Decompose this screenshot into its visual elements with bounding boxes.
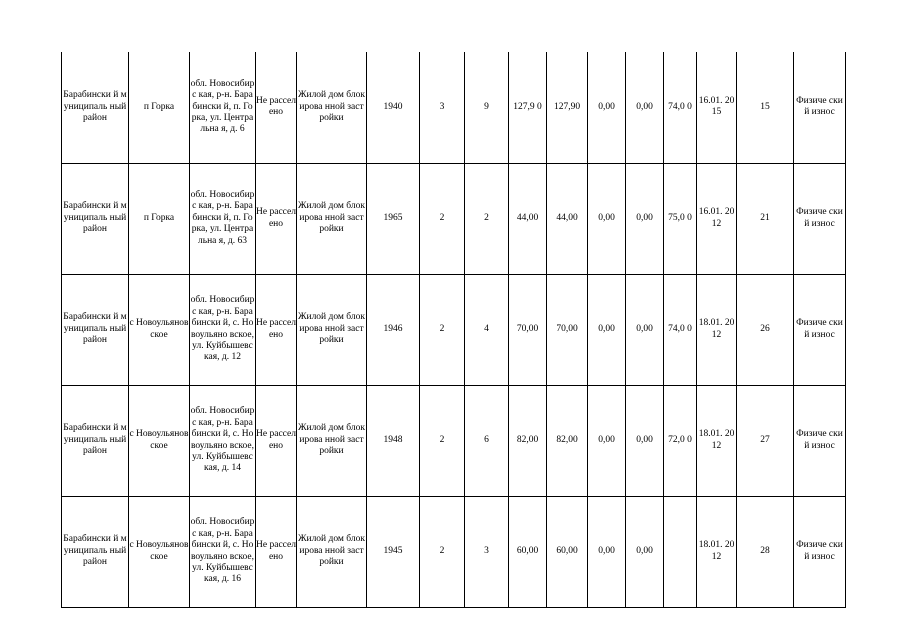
address-cell: обл. Новосибирс кая, р-н. Барабински й, п. Горка, ул. Центральна я, д. 6 xyxy=(190,52,256,163)
document-number-cell: 28 xyxy=(737,496,794,607)
date-cell: 16.01. 2015 xyxy=(697,52,737,163)
district-cell: Барабински й муниципаль ный район xyxy=(62,52,129,163)
building-type-cell: Жилой дом блокирова нной застройки xyxy=(297,385,367,496)
area-cell-2: 44,00 xyxy=(547,163,588,274)
year-cell: 1945 xyxy=(367,496,420,607)
area-cell-1: 70,00 xyxy=(509,274,547,385)
reason-cell: Физиче ский износ xyxy=(794,274,846,385)
wear-percent-cell: 75,0 0 xyxy=(664,163,697,274)
count-cell-1: 2 xyxy=(420,496,465,607)
settlement-cell: п Горка xyxy=(129,163,190,274)
area-cell-2: 82,00 xyxy=(547,385,588,496)
table-row xyxy=(62,52,846,163)
housing-table xyxy=(61,52,846,608)
area-cell-4: 0,00 xyxy=(626,496,664,607)
area-cell-4: 0,00 xyxy=(626,52,664,163)
year-cell: 1940 xyxy=(367,52,420,163)
wear-percent-cell xyxy=(664,496,697,607)
area-cell-2: 70,00 xyxy=(547,274,588,385)
district-cell: Барабински й муниципаль ный район xyxy=(62,274,129,385)
building-type-cell: Жилой дом блокирова нной застройки xyxy=(297,52,367,163)
table-row xyxy=(62,274,846,385)
area-cell-1: 127,9 0 xyxy=(509,52,547,163)
document-number-cell: 21 xyxy=(737,163,794,274)
count-cell-2: 6 xyxy=(465,385,509,496)
area-cell-3: 0,00 xyxy=(588,52,626,163)
address-cell: обл. Новосибирс кая, р-н. Барабински й, с. Новоульяно вское, ул. Куйбышевс кая, д. 16 xyxy=(190,496,256,607)
district-cell: Барабински й муниципаль ный район xyxy=(62,385,129,496)
document-number-cell: 15 xyxy=(737,52,794,163)
wear-percent-cell: 72,0 0 xyxy=(664,385,697,496)
building-type-cell: Жилой дом блокирова нной застройки xyxy=(297,496,367,607)
count-cell-2: 2 xyxy=(465,163,509,274)
count-cell-2: 4 xyxy=(465,274,509,385)
area-cell-1: 44,00 xyxy=(509,163,547,274)
building-type-cell: Жилой дом блокирова нной застройки xyxy=(297,163,367,274)
area-cell-4: 0,00 xyxy=(626,385,664,496)
year-cell: 1965 xyxy=(367,163,420,274)
count-cell-1: 2 xyxy=(420,385,465,496)
reason-cell: Физиче ский износ xyxy=(794,52,846,163)
status-cell: Не рассел ено xyxy=(256,163,297,274)
reason-cell: Физиче ский износ xyxy=(794,496,846,607)
area-cell-1: 82,00 xyxy=(509,385,547,496)
area-cell-2: 60,00 xyxy=(547,496,588,607)
wear-percent-cell: 74,0 0 xyxy=(664,274,697,385)
status-cell: Не рассел ено xyxy=(256,274,297,385)
settlement-cell: с Новоульяновское xyxy=(129,496,190,607)
status-cell: Не рассел ено xyxy=(256,52,297,163)
date-cell: 16.01. 2012 xyxy=(697,163,737,274)
area-cell-3: 0,00 xyxy=(588,385,626,496)
reason-cell: Физиче ский износ xyxy=(794,385,846,496)
count-cell-1: 2 xyxy=(420,274,465,385)
address-cell: обл. Новосибирс кая, р-н. Барабински й, с. Новоульяно вское, ул. Куйбышевс кая, д. 12 xyxy=(190,274,256,385)
count-cell-2: 3 xyxy=(465,496,509,607)
area-cell-2: 127,90 xyxy=(547,52,588,163)
area-cell-4: 0,00 xyxy=(626,274,664,385)
address-cell: обл. Новосибирс кая, р-н. Барабински й, с. Новоульяно вское, ул. Куйбышевс кая, д. 14 xyxy=(190,385,256,496)
year-cell: 1946 xyxy=(367,274,420,385)
date-cell: 18.01. 2012 xyxy=(697,274,737,385)
year-cell: 1948 xyxy=(367,385,420,496)
building-type-cell: Жилой дом блокирова нной застройки xyxy=(297,274,367,385)
reason-cell: Физиче ский износ xyxy=(794,163,846,274)
settlement-cell: п Горка xyxy=(129,52,190,163)
status-cell: Не рассел ено xyxy=(256,385,297,496)
wear-percent-cell: 74,0 0 xyxy=(664,52,697,163)
district-cell: Барабински й муниципаль ный район xyxy=(62,496,129,607)
count-cell-1: 3 xyxy=(420,52,465,163)
area-cell-1: 60,00 xyxy=(509,496,547,607)
area-cell-3: 0,00 xyxy=(588,274,626,385)
date-cell: 18.01. 2012 xyxy=(697,496,737,607)
table-row xyxy=(62,163,846,274)
address-cell: обл. Новосибирс кая, р-н. Барабински й, п. Горка, ул. Центральна я, д. 63 xyxy=(190,163,256,274)
document-number-cell: 26 xyxy=(737,274,794,385)
table-row xyxy=(62,496,846,607)
area-cell-3: 0,00 xyxy=(588,496,626,607)
district-cell: Барабински й муниципаль ный район xyxy=(62,163,129,274)
settlement-cell: с Новоульяновское xyxy=(129,385,190,496)
document-number-cell: 27 xyxy=(737,385,794,496)
date-cell: 18.01. 2012 xyxy=(697,385,737,496)
count-cell-2: 9 xyxy=(465,52,509,163)
area-cell-3: 0,00 xyxy=(588,163,626,274)
count-cell-1: 2 xyxy=(420,163,465,274)
table-row xyxy=(62,385,846,496)
status-cell: Не рассел ено xyxy=(256,496,297,607)
settlement-cell: с Новоульяновское xyxy=(129,274,190,385)
area-cell-4: 0,00 xyxy=(626,163,664,274)
